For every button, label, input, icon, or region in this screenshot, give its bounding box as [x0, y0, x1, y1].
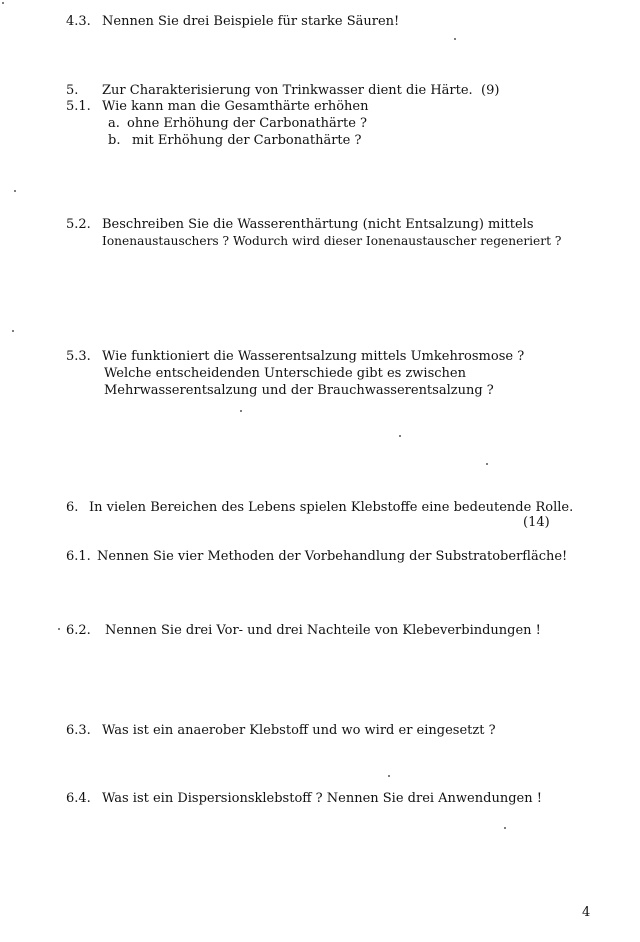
- question-number-5-2: 5.2.: [66, 217, 91, 232]
- question-number-5-3: 5.3.: [66, 349, 91, 364]
- question-number-5-1: 5.1.: [66, 99, 91, 114]
- question-number-4-3: 4.3.: [66, 14, 91, 29]
- scan-speck: [58, 628, 60, 630]
- question-5-3-line-1: Wie funktioniert die Wasserentsalzung mittels Umkehrosmose ?: [102, 349, 525, 364]
- subitem-a-label: a.: [108, 116, 120, 131]
- scan-speck: [486, 463, 488, 465]
- scan-speck: [240, 410, 242, 412]
- section-number-5: 5.: [66, 83, 79, 98]
- section-5-heading: Zur Charakterisierung von Trinkwasser dient die Härte.: [102, 83, 473, 98]
- question-6-2-text: Nennen Sie drei Vor- und drei Nachteile von Klebeverbindungen !: [105, 623, 541, 638]
- question-number-6-2: 6.2.: [66, 623, 91, 638]
- question-5-3-line-2: Welche entscheidenden Unterschiede gibt es zwischen: [104, 366, 466, 381]
- scan-speck: [14, 190, 16, 192]
- section-6-heading: In vielen Bereichen des Lebens spielen Klebstoffe eine bedeutende Rolle.: [89, 500, 574, 515]
- question-5-2-line-2: Ionenaustauschers ? Wodurch wird dieser Ionenaustauscher regeneriert ?: [102, 234, 562, 248]
- question-6-3-text: Was ist ein anaerober Klebstoff und wo wird er eingesetzt ?: [102, 723, 496, 738]
- question-5-1-text: Wie kann man die Gesamthärte erhöhen: [102, 99, 369, 114]
- scan-speck: [504, 827, 506, 829]
- section-number-6: 6.: [66, 500, 79, 515]
- subitem-b-label: b.: [108, 133, 121, 148]
- scan-speck: [454, 38, 456, 40]
- question-4-3-text: Nennen Sie drei Beispiele für starke Säuren!: [102, 14, 400, 29]
- question-5-3-line-3: Mehrwasserentsalzung und der Brauchwasserentsalzung ?: [104, 383, 494, 398]
- question-5-2-line-1: Beschreiben Sie die Wasserenthärtung (nicht Entsalzung) mittels: [102, 217, 534, 232]
- question-6-4-text: Was ist ein Dispersionsklebstoff ? Nennen Sie drei Anwendungen !: [102, 791, 542, 806]
- question-number-6-4: 6.4.: [66, 791, 91, 806]
- scan-speck: [388, 775, 390, 777]
- section-5-points: (9): [481, 83, 500, 98]
- question-number-6-1: 6.1.: [66, 549, 91, 564]
- section-6-points: (14): [523, 515, 550, 530]
- question-number-6-3: 6.3.: [66, 723, 91, 738]
- scan-speck: [2, 2, 4, 4]
- subitem-b-text: mit Erhöhung der Carbonathärte ?: [132, 133, 362, 148]
- scan-speck: [12, 330, 14, 332]
- subitem-a-text: ohne Erhöhung der Carbonathärte ?: [127, 116, 367, 131]
- scan-speck: [399, 435, 401, 437]
- page-number: 4: [582, 905, 591, 920]
- question-6-1-text: Nennen Sie vier Methoden der Vorbehandlung der Substratoberfläche!: [97, 549, 568, 564]
